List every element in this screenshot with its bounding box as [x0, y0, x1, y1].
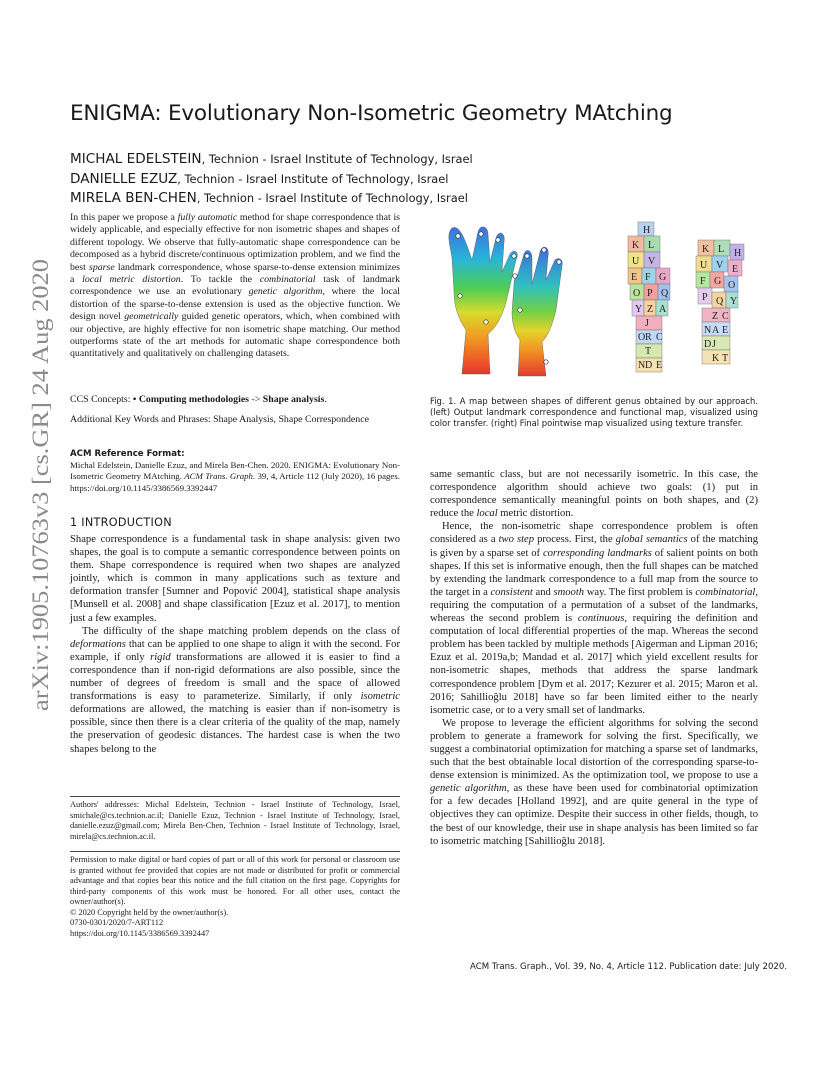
author-affiliation: , Technion - Israel Institute of Technology, Israel — [196, 191, 468, 206]
texture-letter: U — [632, 256, 640, 267]
introduction-text — [70, 533, 400, 756]
texture-letter: T — [722, 353, 729, 364]
author-list — [70, 150, 473, 209]
texture-letter: V — [716, 260, 724, 271]
texture-letter: E — [656, 360, 663, 371]
figure-1 — [432, 214, 762, 386]
texture-letter: R — [645, 332, 652, 343]
texture-letter: K — [632, 240, 640, 251]
texture-letter: E — [631, 272, 638, 283]
texture-letter: Q — [661, 288, 669, 299]
texture-letter: Q — [716, 296, 724, 307]
texture-letter: J — [712, 339, 716, 350]
texture-letter: O — [638, 332, 646, 343]
figure-1-caption: Fig. 1. A map between shapes of different genus obtained by our approach. (left) Output landmark correspondence and functional map, visualized using color transfer. (right) Final pointwise map visualized using texture transfer. — [430, 396, 758, 429]
acm-reference-heading: ACM Reference Format: — [70, 449, 185, 459]
ccs-concepts: CCS Concepts: • Computing methodologies -> Shape analysis. — [70, 394, 327, 405]
acm-reference: ACM Reference Format: Michal Edelstein, Danielle Ezuz, and Mirela Ben-Chen. 2020. ENIGMA: Evolutionary Non-Isometric Geometry MAtching. ACM Trans. Graph. 39, 4, Article 112 (July 2020), 16 pages. https://doi.org/10.1145/3386569.3392447 — [70, 449, 400, 493]
texture-letter: U — [700, 260, 708, 271]
author-3 — [70, 189, 473, 209]
texture-letter: V — [648, 256, 656, 267]
paper-title: ENIGMA: Evolutionary Non-Isometric Geometry MAtching — [70, 101, 673, 126]
author-name: MICHAL EDELSTEIN — [70, 151, 202, 167]
paragraph: Hence, the non-isometric shape correspondence problem is often considered as a two step process. First, the global semantics of the matching is given by a sparse set of corresponding landmarks of salient points on both shapes. If this set is informative enough, then the full shapes can be matched by extending the landmark correspondence to a full map from the source to the target in a consistent and smooth way. The first problem is combinatorial, requiring the computation of a permutation of a subset of the landmarks, whereas the second problem is continuous, requiring the definition and computation of local differential properties of the map. Whereas the second problem has been tackled by multiple methods [Aigerman and Lipman 2016; Ezuz et al. 2019a,b; Mandad et al. 2017] which yield excellent results for non-isometric shapes, methods that address the sparse landmark correspondence problem [Dym et al. 2017; Kezurer et al. 2015; Maron et al. 2016; Sahillioğlu 2018] have so far been limited either to the nearly isometric case, or to a very small set of landmarks. — [430, 521, 759, 716]
texture-letter: D — [645, 360, 653, 371]
texture-letter: G — [714, 276, 722, 287]
texture-letter: F — [645, 272, 651, 283]
texture-letter: A — [712, 325, 720, 336]
paragraph: same semantic class, but are not necessarily isometric. In this case, the correspondence algorithm should achieve two goals: (1) put in correspondence semantically meaningful points on both shapes, and (2) reduce the local metric distortion. — [430, 469, 758, 520]
abstract: In this paper we propose a fully automatic method for shape correspondence that is widely applicable, and especially effective for non isometric shapes and shapes of different topology. We observe that fully-automatic shape correspondence can be decomposed as a hybrid discrete/continuous optimization problem, and we find the best sparse landmark correspondence, whose sparse-to-dense extension minimizes a local metric distortion. To tackle the combinatorial task of landmark correspondence we use an evolutionary genetic algorithm, where the local distortion of the sparse-to-dense extension is used as the objective function. We design novel geometrically guided genetic operators, which, when combined with our objective, are highly effective for non isometric shape matching. Our method outperforms state of the art methods for automatic shape correspondence both quantitatively and qualitatively on challenging datasets. — [70, 212, 401, 360]
paragraph: We propose to leverage the efficient algorithms for solving the second problem to generate a framework for solving the first. Specifically, we suggest a combinatorial optimization for matching a sparse set of landmarks, such that the best obtainable local distortion of the corresponding sparse-to-dense extension is minimized. As the optimization tool, we propose to use a genetic algorithm, as these have been used for combinatorial optimization for a few decades [Holland 1992], and are quite general in the type of objectives they can optimize. Despite their success in other fields, though, to the best of our knowledge, their use in shape analysis has been limited so far to isometric matching [Sahillioğlu 2018]. — [430, 717, 758, 847]
texture-letter: H — [643, 225, 651, 236]
texture-letter: O — [728, 280, 736, 291]
author-1 — [70, 150, 473, 170]
texture-letter: Y — [635, 304, 643, 315]
right-column-text — [430, 468, 758, 848]
author-2 — [70, 170, 473, 190]
texture-letter: P — [702, 292, 708, 303]
texture-letter: E — [732, 264, 739, 275]
page-footer: ACM Trans. Graph., Vol. 39, No. 4, Article 112. Publication date: July 2020. — [470, 962, 788, 972]
arxiv-id: arXiv:1905.10763v3 [cs.GR] 24 Aug 2020 — [28, 308, 54, 711]
hand-shape-left — [449, 227, 517, 374]
permission-notice: Permission to make digital or hard copies of part or all of this work for personal or classroom use is granted without fee provided that copies are not made or distributed for profit or commercial advantage and that copies bear this notice and the full citation on the first page. Copyrights for third-party components of this work must be honored. For all other uses, contact the owner/author(s). © 2020 Copyright held by the owner/author(s). 0730-0301/2020/7-ART112 https://doi.org/10.1145/3386569.3392447 — [70, 851, 400, 939]
texture-letter: O — [633, 288, 641, 299]
texture-letter: A — [659, 304, 667, 315]
author-addresses-footnote: Authors' addresses: Michal Edelstein, Technion - Israel Institute of Technology, Israel, smichale@cs.technion.ac.il; Danielle Ezuz, Technion - Israel Institute of Technology, Israel, danielle.ezuz@gmail.com; Mirela Ben-Chen, Technion - Israel Institute of Technology, Israel, mirela@cs.technion.ac.il. — [70, 796, 400, 842]
author-affiliation: , Technion - Israel Institute of Technology, Israel — [177, 171, 449, 186]
texture-letter: E — [722, 325, 729, 336]
texture-letter: C — [722, 311, 729, 322]
arxiv-stamp — [4, 255, 64, 715]
paragraph: Shape correspondence is a fundamental task in shape analysis: given two shapes, the goal is to compute a semantic correspondence between points on them. Shape correspondence is required when two shapes are analyzed jointly, which is common in many applications such as texture and deformation transfer [Sumner and Popović 2004], statistical shape analysis [Munsell et al. 2008] and shape classification [Ezuz et al. 2017], to mention just a few examples. — [70, 534, 400, 624]
texture-letter: F — [700, 276, 706, 287]
texture-letter: T — [645, 346, 652, 357]
texture-letter: J — [645, 318, 649, 329]
author-affiliation: , Technion - Israel Institute of Technology, Israel — [201, 152, 473, 166]
texture-letter: H — [734, 248, 742, 259]
keywords: Additional Key Words and Phrases: Shape Analysis, Shape Correspondence — [70, 414, 369, 425]
texture-letter: Y — [730, 296, 738, 307]
author-name: MIRELA BEN-CHEN — [70, 190, 197, 207]
texture-letter: N — [638, 360, 646, 371]
paragraph: The difficulty of the shape matching problem depends on the class of deformations that can be applied to one shape to align it with the second. For example, if only rigid transformations are allowed it is easier to find a correspondence than if non-rigid deformations are also possible, since the number of degrees of freedom is small and the space of allowed transformations is easy to parameterize. Similarly, if only isometric deformations are allowed, the matching is easier than if non-isometry is possible, since then there is a clear criteria of the quality of the map, namely the preservation of geodesic distances. The hardest case is when the two shapes belong to the — [70, 625, 400, 755]
texture-letter: L — [648, 240, 655, 251]
texture-letter: L — [718, 244, 725, 255]
texture-letter: D — [704, 339, 712, 350]
texture-letter: G — [659, 272, 667, 283]
texture-letter: N — [704, 325, 712, 336]
texture-letter: C — [656, 332, 663, 343]
section-heading-introduction: 1 INTRODUCTION — [70, 516, 172, 529]
author-name: DANIELLE EZUZ — [70, 170, 178, 187]
texture-letter: P — [647, 288, 653, 299]
texture-letter: Z — [712, 311, 719, 322]
texture-letter: Z — [647, 304, 654, 315]
texture-letter: K — [702, 244, 710, 255]
texture-letter: K — [712, 353, 720, 364]
